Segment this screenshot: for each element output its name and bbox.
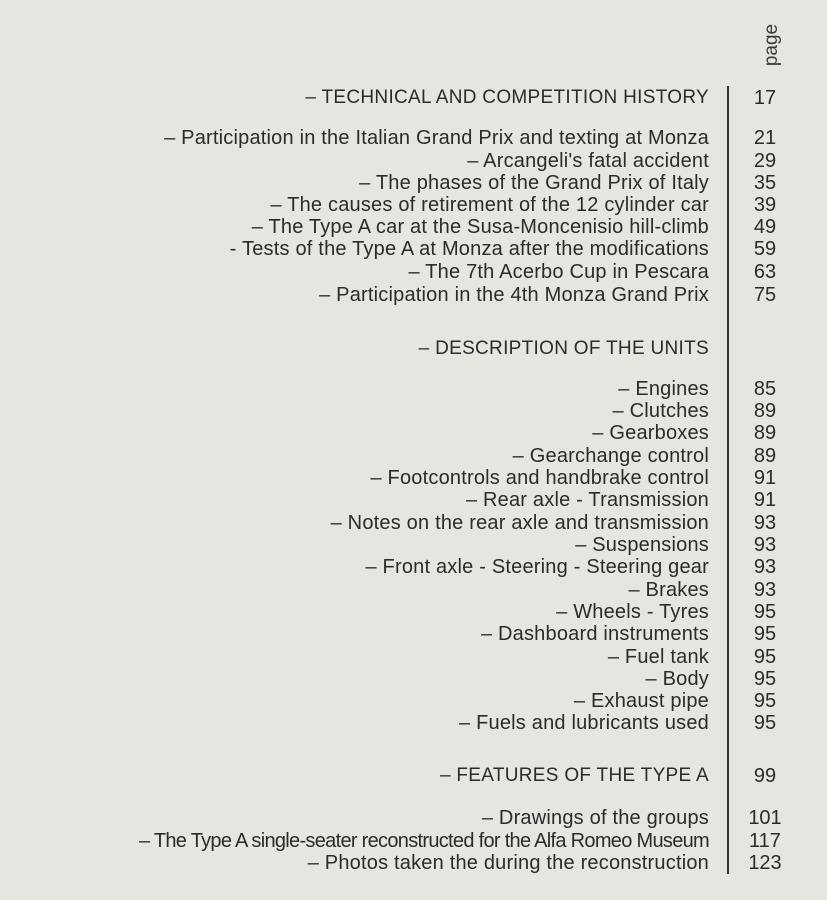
toc-entry (0, 399, 827, 423)
toc-entry (0, 488, 827, 512)
toc-page-number: 89 (753, 445, 777, 467)
toc-page-number: 39 (753, 194, 777, 216)
toc-entry (0, 555, 827, 579)
toc-section-heading (0, 764, 827, 788)
toc-page-number: 93 (753, 512, 777, 534)
toc-entry (0, 377, 827, 401)
toc-entry-title: – Photos taken the during the reconstruction (307, 852, 709, 874)
toc-entry-title: – Notes on the rear axle and transmission (330, 512, 709, 534)
toc-entry (0, 851, 827, 875)
page-column-label-text: page (761, 23, 782, 67)
toc-entry (0, 237, 827, 261)
toc-page-number: 99 (753, 765, 777, 787)
toc-entry-title: – Brakes (628, 579, 709, 601)
toc-entry-title: – TECHNICAL AND COMPETITION HISTORY (305, 87, 709, 108)
toc-page-number: 91 (753, 467, 777, 489)
page-column-label (752, 22, 792, 68)
toc-entry (0, 622, 827, 646)
toc-entry-title: – Fuel tank (607, 646, 709, 668)
toc-page-number: 59 (753, 238, 777, 260)
toc-page-number: 101 (748, 807, 782, 829)
toc-page-number: 49 (753, 216, 777, 238)
toc-entry (0, 667, 827, 691)
toc-entry (0, 283, 827, 307)
toc-page-number: 85 (753, 378, 777, 400)
toc-page-number: 89 (753, 422, 777, 444)
toc-entry (0, 578, 827, 602)
toc-entry (0, 711, 827, 735)
toc-page-number: 75 (753, 284, 777, 306)
toc-page-number: 17 (753, 87, 777, 109)
toc-entry-title: – Rear axle - Transmission (465, 489, 709, 511)
toc-entry-title: – DESCRIPTION OF THE UNITS (418, 338, 709, 359)
toc-entry (0, 171, 827, 195)
toc-entry-title: – Participation in the 4th Monza Grand Prix (319, 284, 709, 306)
toc-entry-title: – Body (645, 668, 709, 690)
toc-entry-title: – Arcangeli's fatal accident (467, 150, 709, 172)
toc-entry-title: - Tests of the Type A at Monza after the modifications (229, 238, 709, 260)
toc-entry (0, 444, 827, 468)
toc-page-number: 21 (753, 127, 777, 149)
toc-page-number: 95 (753, 623, 777, 645)
toc-entry-title: – Participation in the Italian Grand Prix and texting at Monza (164, 127, 709, 149)
toc-entry-title: – Footcontrols and handbrake control (370, 467, 709, 489)
toc-entry (0, 829, 827, 853)
toc-entry (0, 806, 827, 830)
toc-entry-title: – Drawings of the groups (481, 807, 709, 829)
toc-page-number: 93 (753, 579, 777, 601)
toc-page-number: 63 (753, 261, 777, 283)
toc-entry (0, 149, 827, 173)
toc-page-number: 35 (753, 172, 777, 194)
toc-entry-title: – Engines (618, 378, 709, 400)
toc-entry-title: – The Type A single-seater reconstructed for the Alfa Romeo Museum (138, 830, 709, 852)
toc-page-number: 117 (749, 830, 781, 852)
toc-section-heading (0, 337, 827, 361)
toc-entry-title: – The 7th Acerbo Cup in Pescara (408, 261, 709, 283)
toc-entry (0, 600, 827, 624)
toc-page-number: 95 (753, 690, 777, 712)
toc-entry-title: – Dashboard instruments (480, 623, 709, 645)
toc-entry-title: – The Type A car at the Susa-Moncenisio hill-climb (251, 216, 709, 238)
toc-entry-title: – Clutches (612, 400, 709, 422)
toc-page-number: 95 (753, 668, 777, 690)
toc-entry-title: – Suspensions (575, 534, 709, 556)
toc-entry (0, 421, 827, 445)
toc-entry-title: – FEATURES OF THE TYPE A (439, 765, 709, 786)
toc-page-number: 91 (753, 489, 777, 511)
toc-entry (0, 645, 827, 669)
toc-entry-title: – Fuels and lubricants used (459, 712, 709, 734)
toc-entry-title: – The causes of retirement of the 12 cylinder car (270, 194, 709, 216)
toc-entry (0, 193, 827, 217)
toc-entry-title: – Gearchange control (512, 445, 709, 467)
toc-page-number: 95 (753, 601, 777, 623)
toc-entry (0, 126, 827, 150)
toc-entry-title: – Gearboxes (592, 422, 709, 444)
toc-page-number: 93 (753, 556, 777, 578)
toc-entry (0, 260, 827, 284)
toc-entry (0, 689, 827, 713)
toc-entry-title: – Exhaust pipe (573, 690, 709, 712)
toc-page-number: 123 (748, 852, 782, 874)
toc-entry-title: – Front axle - Steering - Steering gear (365, 556, 709, 578)
toc-entry-title: – Wheels - Tyres (556, 601, 709, 623)
toc-entry (0, 511, 827, 535)
toc-entry (0, 215, 827, 239)
toc-entry (0, 466, 827, 490)
toc-section-heading (0, 86, 827, 110)
toc-page-number: 93 (753, 534, 777, 556)
toc-entry (0, 533, 827, 557)
toc-page-number: 89 (753, 400, 777, 422)
toc-page-number: 95 (753, 712, 777, 734)
toc-page-number: 29 (753, 150, 777, 172)
toc-page-number: 95 (753, 646, 777, 668)
toc-entry-title: – The phases of the Grand Prix of Italy (359, 172, 709, 194)
